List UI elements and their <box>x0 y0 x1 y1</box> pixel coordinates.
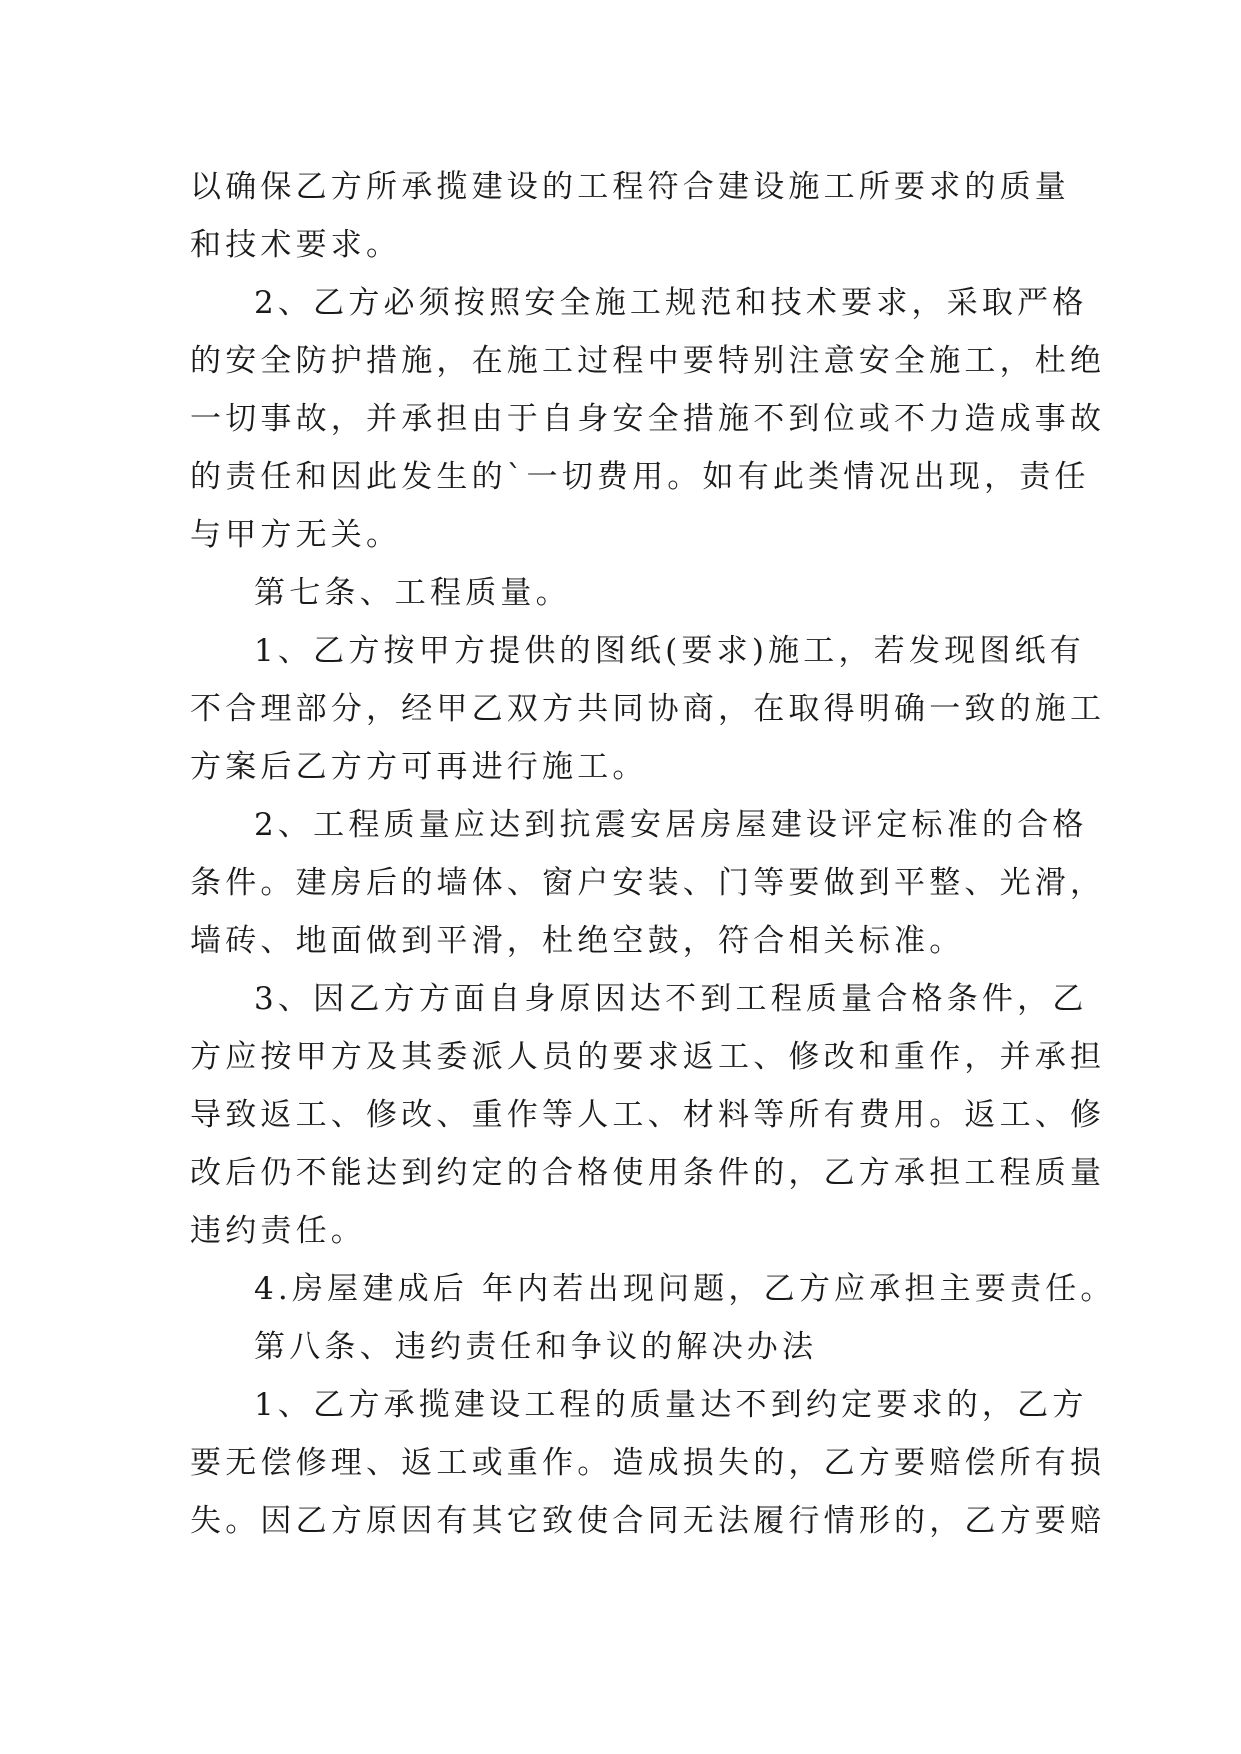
text-line: 条件。建房后的墙体、窗户安装、门等要做到平整、光滑， <box>190 865 1106 901</box>
text-line: 方案后乙方方可再进行施工。 <box>190 749 648 785</box>
text-line: 2、乙方必须按照安全施工规范和技术要求，采取严格 <box>254 285 1088 321</box>
text-line: 的安全防护措施，在施工过程中要特别注意安全施工，杜绝 <box>190 343 1106 379</box>
text-line: 方应按甲方及其委派人员的要求返工、修改和重作，并承担 <box>190 1039 1106 1075</box>
text-line: 失。因乙方原因有其它致使合同无法履行情形的，乙方要赔 <box>190 1503 1106 1539</box>
text-line: 不合理部分，经甲乙双方共同协商，在取得明确一致的施工 <box>190 691 1106 727</box>
text-line: 2、工程质量应达到抗震安居房屋建设评定标准的合格 <box>254 807 1088 843</box>
text-line: 4.房屋建成后 年内若出现问题，乙方应承担主要责任。 <box>254 1271 1116 1307</box>
text-line: 改后仍不能达到约定的合格使用条件的，乙方承担工程质量 <box>190 1155 1106 1191</box>
text-line: 的责任和因此发生的`一切费用。如有此类情况出现，责任 <box>190 459 1090 495</box>
text-line: 一切事故，并承担由于自身安全措施不到位或不力造成事故 <box>190 401 1106 437</box>
text-line: 第八条、违约责任和争议的解决办法 <box>254 1329 818 1365</box>
text-line: 要无偿修理、返工或重作。造成损失的，乙方要赔偿所有损 <box>190 1445 1106 1481</box>
text-line: 第七条、工程质量。 <box>254 575 571 611</box>
text-line: 1、乙方按甲方提供的图纸(要求)施工，若发现图纸有 <box>254 633 1085 669</box>
text-line: 3、因乙方方面自身原因达不到工程质量合格条件，乙 <box>254 981 1088 1017</box>
text-line: 以确保乙方所承揽建设的工程符合建设施工所要求的质量 <box>190 169 1070 205</box>
text-line: 违约责任。 <box>190 1213 366 1249</box>
text-line: 与甲方无关。 <box>190 517 402 553</box>
text-line: 墙砖、地面做到平滑，杜绝空鼓，符合相关标准。 <box>190 923 965 959</box>
document-body <box>190 158 1116 1550</box>
text-line: 和技术要求。 <box>190 227 402 263</box>
text-line: 1、乙方承揽建设工程的质量达不到约定要求的，乙方 <box>254 1387 1088 1423</box>
text-line: 导致返工、修改、重作等人工、材料等所有费用。返工、修 <box>190 1097 1106 1133</box>
